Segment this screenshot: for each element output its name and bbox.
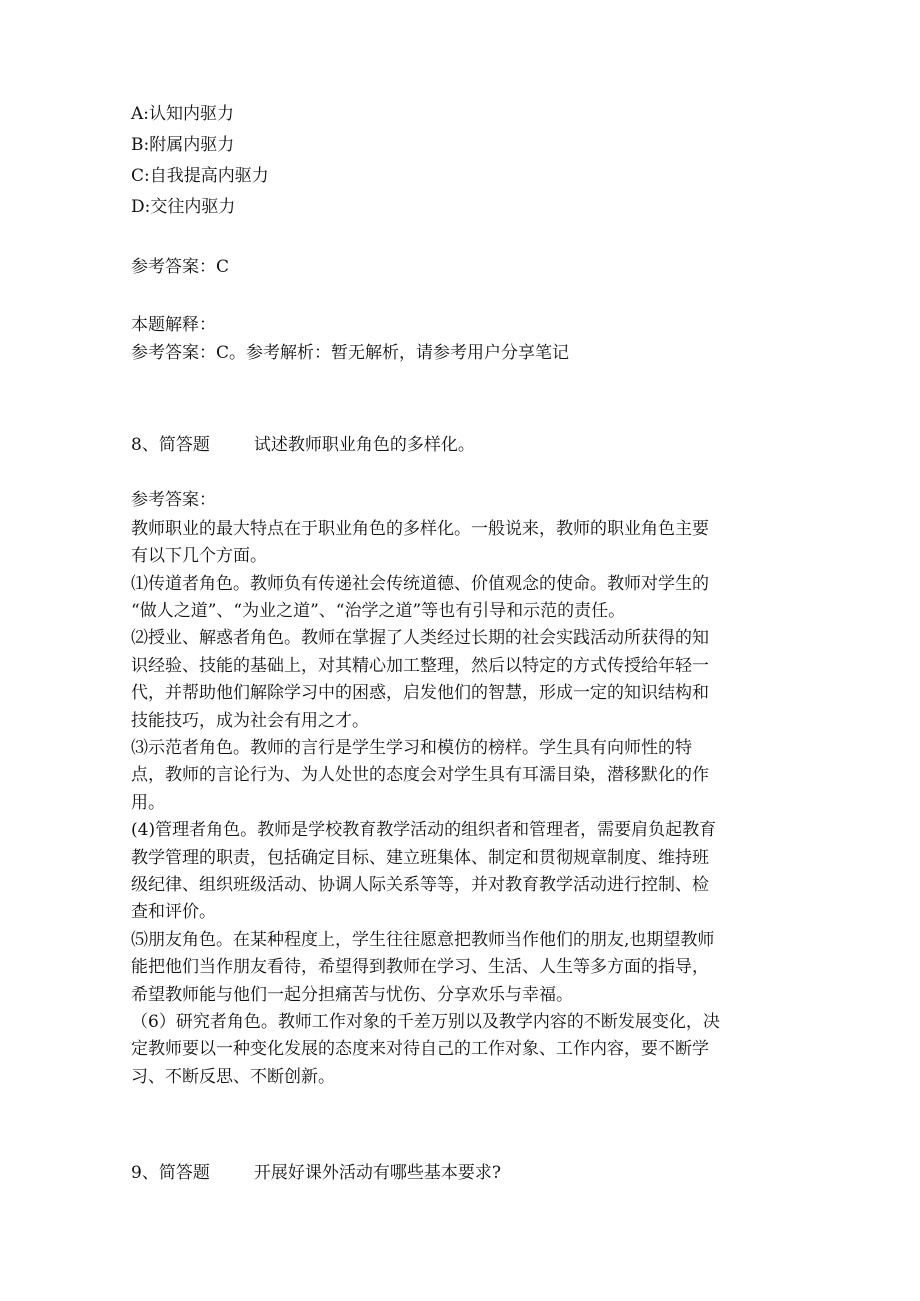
answer-line: 识经验、技能的基础上，对其精心加工整理，然后以特定的方式传授给年轻一 (131, 656, 709, 676)
question-8-number: 8、简答题 (131, 435, 210, 455)
option-b: B:附属内驱力 (131, 135, 235, 155)
answer-line: “做人之道”、“为业之道”、“治学之道”等也有引导和示范的责任。 (131, 601, 626, 621)
answer-line: 习、不断反思、不断创新。 (131, 1067, 335, 1087)
answer-line: (4)管理者角色。教师是学校教育教学活动的组织者和管理者，需要肩负起教育 (131, 820, 717, 840)
answer-line: 希望教师能与他们一起分担痛苦与忧伤、分享欢乐与幸福。 (131, 985, 573, 1005)
option-d: D:交往内驱力 (131, 197, 236, 217)
question-9-text: 开展好课外活动有哪些基本要求? (253, 1163, 501, 1183)
answer-line: 定教师要以一种变化发展的态度来对待自己的工作对象、工作内容，要不断学 (131, 1039, 709, 1059)
answer-line: 用。 (131, 793, 165, 813)
explanation-text: 参考答案：C。参考解析：暂无解析，请参考用户分享笔记 (131, 343, 570, 363)
answer-line: （6）研究者角色。教师工作对象的千差万别以及教学内容的不断发展变化，决 (131, 1012, 720, 1032)
answer-line: ⑸朋友角色。在某种程度上，学生往往愿意把教师当作他们的朋友,也期望教师 (131, 930, 715, 950)
question-8-answer-label: 参考答案： (131, 490, 216, 510)
answer-line: 技能技巧，成为社会有用之才。 (131, 711, 369, 731)
answer-line: 有以下几个方面。 (131, 546, 267, 566)
question-8-header (131, 434, 475, 456)
option-a: A:认知内驱力 (131, 104, 235, 124)
reference-answer: 参考答案：C (131, 257, 230, 277)
option-c: C:自我提高内驱力 (131, 166, 269, 186)
answer-line: ⑶示范者角色。教师的言行是学生学习和模仿的榜样。学生具有向师性的特 (131, 738, 692, 758)
answer-line: 能把他们当作朋友看待，希望得到教师在学习、生活、人生等多方面的指导， (131, 957, 709, 977)
answer-line: 点，教师的言论行为、为人处世的态度会对学生具有耳濡目染，潜移默化的作 (131, 765, 709, 785)
question-9-number: 9、简答题 (131, 1163, 210, 1183)
question-9-header (131, 1162, 501, 1184)
answer-line: ⑴传道者角色。教师负有传递社会传统道德、价值观念的使命。教师对学生的 (131, 574, 709, 594)
answer-line: ⑵授业、解惑者角色。教师在掌握了人类经过长期的社会实践活动所获得的知 (131, 628, 709, 648)
answer-line: 教学管理的职责，包括确定目标、建立班集体、制定和贯彻规章制度、维持班 (131, 848, 709, 868)
answer-line: 教师职业的最大特点在于职业角色的多样化。一般说来，教师的职业角色主要 (131, 519, 709, 539)
answer-line: 级纪律、组织班级活动、协调人际关系等等，并对教育教学活动进行控制、检 (131, 875, 709, 895)
explanation-label: 本题解释： (131, 315, 216, 335)
question-8-text: 试述教师职业角色的多样化。 (253, 435, 475, 455)
answer-line: 查和评价。 (131, 902, 216, 922)
answer-line: 代，并帮助他们解除学习中的困惑，启发他们的智慧，形成一定的知识结构和 (131, 683, 709, 703)
